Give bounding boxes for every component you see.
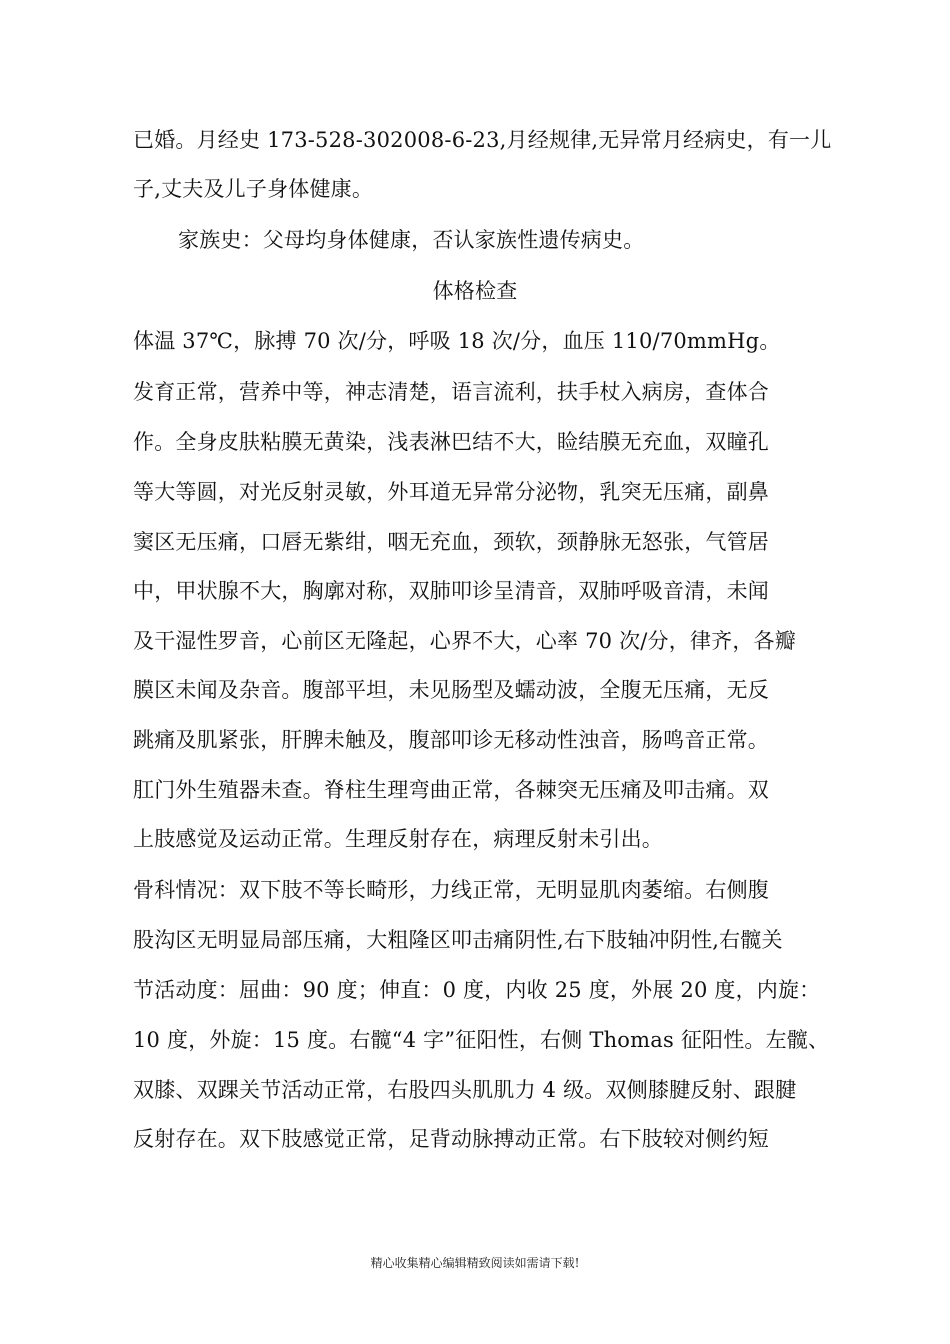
orthopedic-line-3: 节活动度：屈曲：90 度；伸直：0 度，内收 25 度，外展 20 度，内旋： xyxy=(133,978,821,1002)
orthopedic-line-6: 反射存在。双下肢感觉正常，足背动脉搏动正常。右下肢较对侧约短 xyxy=(133,1127,769,1151)
page-footer: 精心收集精心编辑精致阅读如需请下载! xyxy=(370,1256,580,1270)
text-line-10: 中，甲状腺不大，胸廓对称，双肺叩诊呈清音，双肺呼吸音清，未闻 xyxy=(133,579,769,603)
orthopedic-line-5: 双膝、双踝关节活动正常，右股四头肌肌力 4 级。双侧膝腱反射、跟腱 xyxy=(133,1078,797,1102)
orthopedic-line-1: 骨科情况：双下肢不等长畸形，力线正常，无明显肌肉萎缩。右侧腹 xyxy=(133,878,769,902)
text-line-14: 肛门外生殖器未查。脊柱生理弯曲正常，各棘突无压痛及叩击痛。双 xyxy=(133,778,769,802)
text-line-2: 子,丈夫及儿子身体健康。 xyxy=(133,177,374,201)
text-line-11: 及干湿性罗音，心前区无隆起，心界不大，心率 70 次/分，律齐，各瓣 xyxy=(133,629,796,653)
text-line-12: 膜区未闻及杂音。腹部平坦，未见肠型及蠕动波，全腹无压痛，无反 xyxy=(133,678,769,702)
text-line-1: 已婚。月经史 173-528-302008-6-23,月经规律,无异常月经病史，有一儿 xyxy=(133,128,832,152)
text-line-6: 发育正常，营养中等，神志清楚，语言流利，扶手杖入病房，查体合 xyxy=(133,380,769,404)
orthopedic-line-2: 股沟区无明显局部压痛，大粗隆区叩击痛阴性,右下肢轴冲阴性,右髋关 xyxy=(133,928,783,952)
family-history-line: 家族史：父母均身体健康，否认家族性遗传病史。 xyxy=(178,228,645,252)
vital-signs-line: 体温 37℃，脉搏 70 次/分，呼吸 18 次/分，血压 110/70mmHg。 xyxy=(133,329,781,353)
text-line-13: 跳痛及肌紧张，肝脾未触及，腹部叩诊无移动性浊音，肠鸣音正常。 xyxy=(133,728,769,752)
text-line-7: 作。全身皮肤粘膜无黄染，浅表淋巴结不大，睑结膜无充血，双瞳孔 xyxy=(133,430,769,454)
text-line-9: 窦区无压痛，口唇无紫绀，咽无充血，颈软，颈静脉无怒张，气管居 xyxy=(133,530,769,554)
orthopedic-line-4: 10 度，外旋：15 度。右髋“4 字”征阳性，右侧 Thomas 征阳性。左髋、 xyxy=(133,1028,830,1052)
text-line-8: 等大等圆，对光反射灵敏，外耳道无异常分泌物，乳突无压痛，副鼻 xyxy=(133,480,769,504)
section-heading-physical-exam: 体格检查 xyxy=(432,279,518,303)
text-line-15: 上肢感觉及运动正常。生理反射存在，病理反射未引出。 xyxy=(133,827,663,851)
